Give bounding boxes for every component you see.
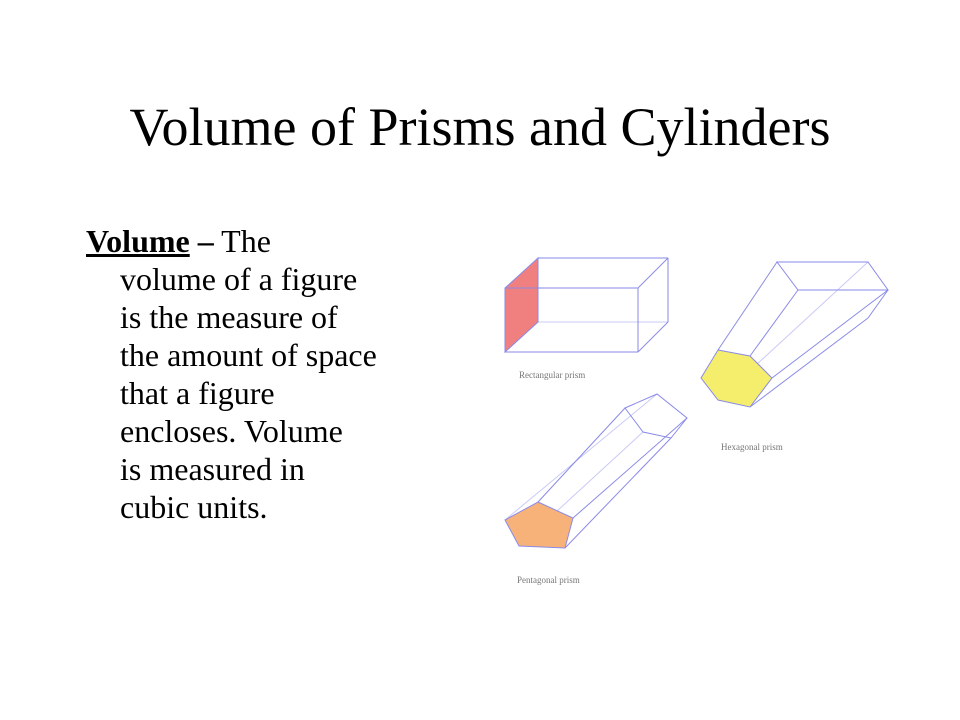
definition-line: encloses. Volume <box>120 413 343 449</box>
rectangular-prism-caption: Rectangular prism <box>519 370 586 380</box>
definition-text <box>86 222 486 526</box>
slide-title: Volume of Prisms and Cylinders <box>129 97 831 157</box>
pentagonal-prism-face <box>505 502 573 548</box>
definition-first-line <box>86 222 486 260</box>
definition-line: the amount of space <box>120 337 377 373</box>
hexagonal-prism-caption: Hexagonal prism <box>721 442 783 452</box>
pentagonal-prism-caption: Pentagonal prism <box>517 575 580 585</box>
definition-line: is measured in <box>120 451 305 487</box>
definition-line: volume of a figure <box>120 261 358 297</box>
definition-first-line-rest: The <box>213 223 271 259</box>
definition-line: that a figure <box>120 375 275 411</box>
rectangular-prism-front-face <box>505 258 538 352</box>
definition-term: Volume <box>86 223 190 259</box>
definition-line: is the measure of <box>120 299 338 335</box>
definition-line: cubic units. <box>120 489 268 525</box>
hexagonal-prism <box>701 262 888 407</box>
rectangular-prism <box>505 258 668 352</box>
definition-dash: – <box>189 223 214 259</box>
prisms-illustration <box>485 250 895 600</box>
pentagonal-prism <box>505 394 687 548</box>
prisms-figure <box>485 250 895 600</box>
